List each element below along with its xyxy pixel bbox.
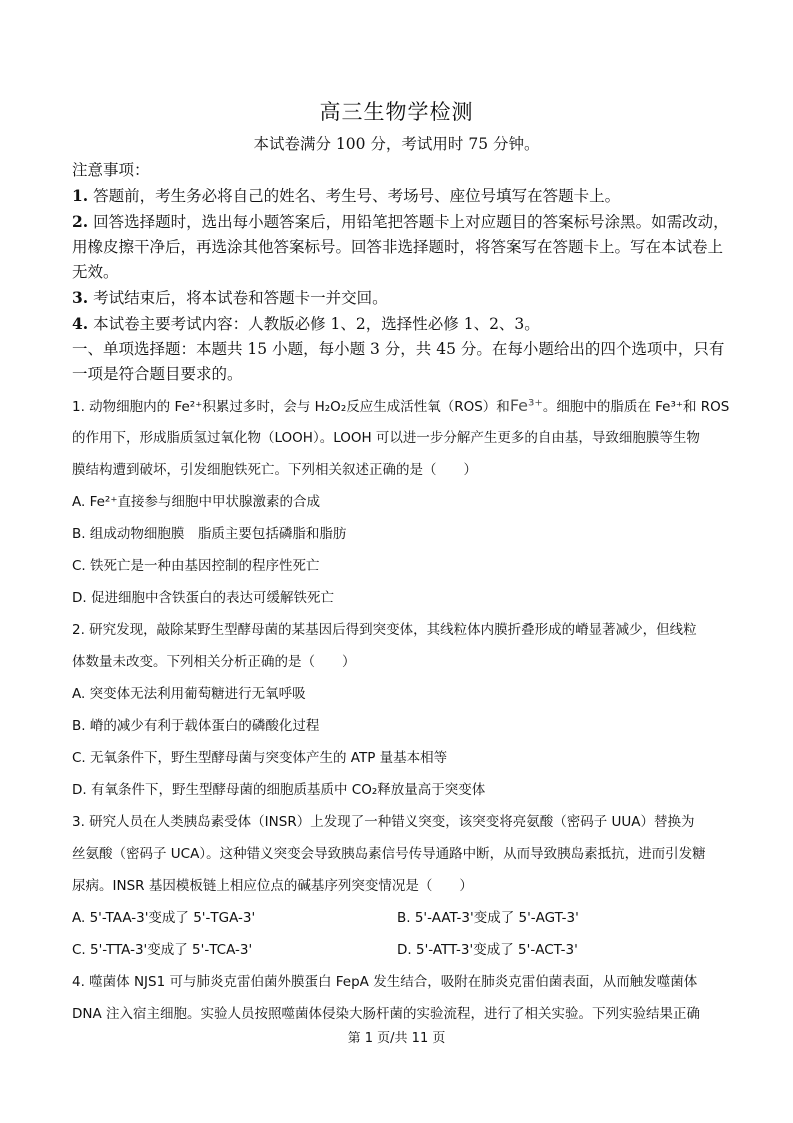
question-1-stem-line-2: 的作用下，形成脂质氢过氧化物（LOOH）。LOOH 可以进一步分解产生更多的自由基，导致细胞膜等生物 — [72, 430, 700, 446]
question-3-options-row-1 — [72, 902, 732, 934]
question-3-option-d: D. 5'-ATT-3'变成了 5'-ACT-3' — [397, 942, 578, 958]
question-3-stem: 3. 研究人员在人类胰岛素受体（INSR）上发现了一种错义突变，该突变将亮氨酸（密码子 UUA）替换为 — [72, 814, 695, 830]
question-4-stem-line-2: DNA 注入宿主细胞。实验人员按照噬菌体侵染大肠杆菌的实验流程，进行了相关实验。下列实验结果正确 — [72, 1006, 701, 1022]
question-2-stem-line-2: 体数量未改变。下列相关分析正确的是（ ） — [72, 654, 356, 670]
notice-item-4: 4. 本试卷主要考试内容：人教版必修 1、2，选择性必修 1、2、3。 — [72, 314, 540, 333]
question-2-option-d: D. 有氧条件下，野生型酵母菌的细胞质基质中 CO₂释放量高于突变体 — [72, 782, 486, 798]
question-1-option-d: D. 促进细胞中含铁蛋白的表达可缓解铁死亡 — [72, 590, 334, 606]
exam-info: 本试卷满分 100 分，考试用时 75 分钟。 — [253, 135, 540, 153]
question-3-stem-line-2: 丝氨酸（密码子 UCA）。这种错义突变会导致胰岛素信号传导通路中断，从而导致胰岛素抵抗，进而引发糖 — [72, 846, 706, 862]
notice-item-1: 1. 答题前，考生务必将自己的姓名、考生号、考场号、座位号填写在答题卡上。 — [72, 186, 621, 205]
question-4-stem: 4. 噬菌体 NJS1 可与肺炎克雷伯菌外膜蛋白 FepA 发生结合，吸附在肺炎克雷伯菌表面，从而触发噬菌体 — [72, 974, 698, 990]
question-3-stem-line-3: 尿病。INSR 基因模板链上相应位点的碱基序列突变情况是（ ） — [72, 878, 473, 894]
question-3-options-row-2 — [72, 934, 732, 966]
questions — [72, 390, 732, 1030]
question-1-stem-line-3: 膜结构遭到破坏，引发细胞铁死亡。下列相关叙述正确的是（ ） — [72, 462, 477, 478]
page-title: 高三生物学检测 — [319, 100, 474, 124]
question-3-option-a: A. 5'-TAA-3'变成了 5'-TGA-3' — [72, 910, 256, 926]
question-1-stem: 1. 动物细胞内的 Fe²⁺积累过多时，会与 H₂O₂反应生成活性氧（ROS）和Fe³⁺。细胞中的脂质在 Fe³⁺和 ROS — [72, 396, 730, 415]
page-number: 第 1 页/共 11 页 — [347, 1031, 446, 1046]
question-1-option-b: B. 组成动物细胞膜 脂质主要包括磷脂和脂肪 — [72, 526, 347, 542]
question-4 — [72, 966, 732, 1030]
question-1-option-c: C. 铁死亡是一种由基因控制的程序性死亡 — [72, 558, 320, 574]
notice-heading: 注意事项： — [72, 161, 150, 179]
section-heading: 一、单项选择题：本题共 15 小题，每小题 3 分，共 45 分。在每小题给出的四个选项中，只有一项是符合题目要求的。 — [72, 340, 725, 383]
question-2 — [72, 614, 732, 806]
question-2-option-b: B. 嵴的减少有利于载体蛋白的磷酸化过程 — [72, 718, 320, 734]
question-3 — [72, 806, 732, 966]
question-3-option-c: C. 5'-TTA-3'变成了 5'-TCA-3' — [72, 942, 253, 958]
question-1 — [72, 390, 732, 614]
notice-item-3: 3. 考试结束后，将本试卷和答题卡一并交回。 — [72, 288, 388, 307]
question-2-stem: 2. 研究发现，敲除某野生型酵母菌的某基因后得到突变体，其线粒体内膜折叠形成的嵴显著减少，但线粒 — [72, 622, 697, 638]
question-1-option-a: A. Fe²⁺直接参与细胞中甲状腺激素的合成 — [72, 494, 320, 510]
notice-item-2: 2. 回答选择题时，选出每小题答案后，用铅笔把答题卡上对应题目的答案标号涂黑。如需改动，用橡皮擦干净后，再选涂其他答案标号。回答非选择题时，将答案写在答题卡上。写在本试卷上无效。 — [72, 212, 729, 281]
question-2-option-c: C. 无氧条件下，野生型酵母菌与突变体产生的 ATP 量基本相等 — [72, 750, 448, 766]
question-2-option-a: A. 突变体无法利用葡萄糖进行无氧呼吸 — [72, 686, 306, 702]
notice-block — [72, 158, 732, 387]
question-3-option-b: B. 5'-AAT-3'变成了 5'-AGT-3' — [397, 910, 579, 926]
fe3-mark: Fe³⁺ — [509, 396, 543, 415]
